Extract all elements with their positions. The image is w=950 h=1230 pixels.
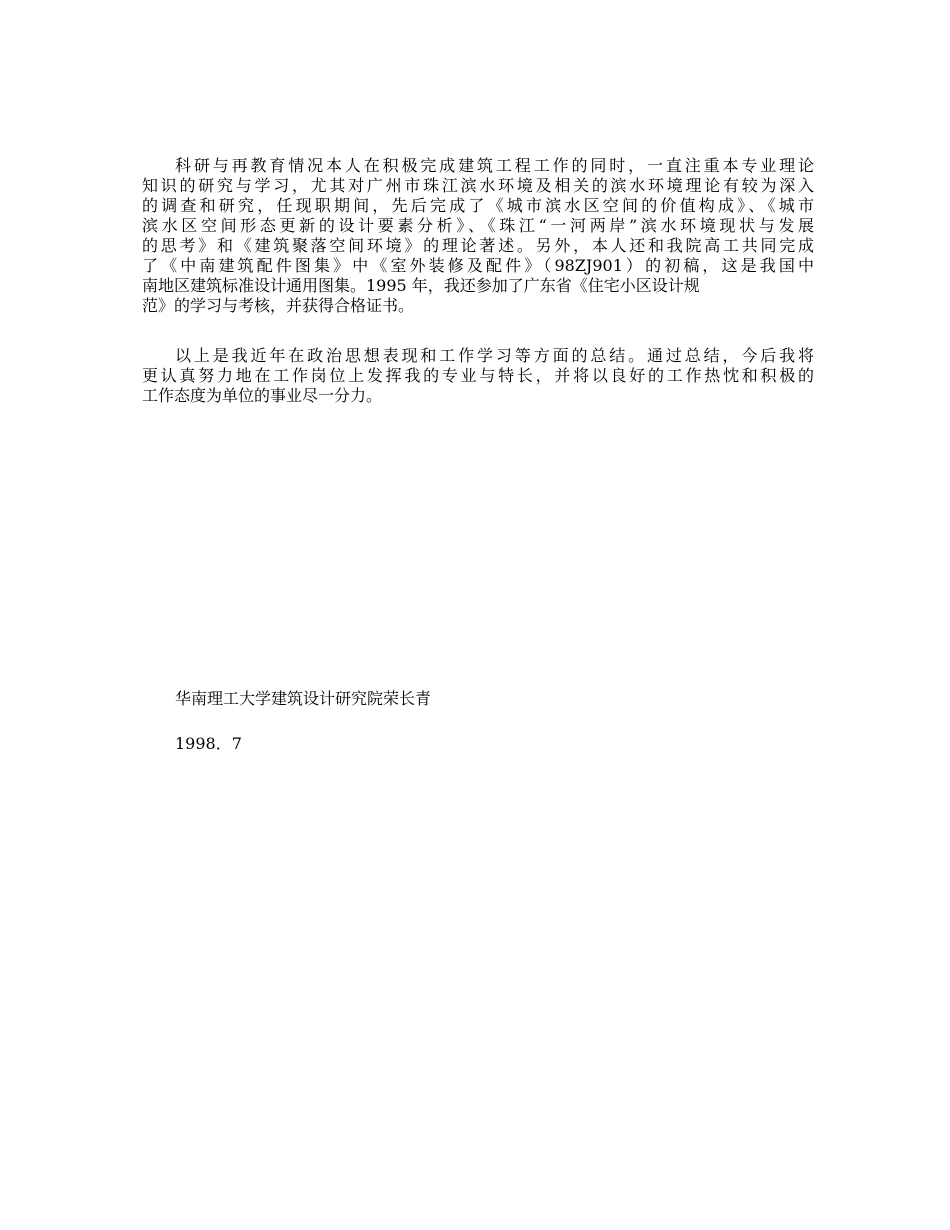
author-signature: 华南理工大学建筑设计研究院荣长青 bbox=[175, 689, 432, 708]
paragraph-line: 了《中南建筑配件图集》中《室外装修及配件》（98ZJ901）的初稿，这是我国中 bbox=[142, 256, 814, 275]
paragraph-line: 科研与再教育情况本人在积极完成建筑工程工作的同时，一直注重本专业理论 bbox=[175, 156, 814, 175]
document-date: 1998．7 bbox=[175, 734, 242, 753]
paragraph-line: 知识的研究与学习，尤其对广州市珠江滨水环境及相关的滨水环境理论有较为深入 bbox=[142, 176, 814, 195]
paragraph-line: 的调查和研究，任现职期间，先后完成了《城市滨水区空间的价值构成》、《城市 bbox=[142, 196, 814, 215]
paragraph-line: 南地区建筑标准设计通用图集。1995 年，我还参加了广东省《住宅小区设计规 bbox=[142, 276, 700, 295]
paragraph-line: 以上是我近年在政治思想表现和工作学习等方面的总结。通过总结，今后我将 bbox=[175, 346, 814, 365]
paragraph-line: 滨水区空间形态更新的设计要素分析》、《珠江“一河两岸”滨水环境现状与发展 bbox=[142, 216, 814, 235]
paragraph-line: 更认真努力地在工作岗位上发挥我的专业与特长，并将以良好的工作热忱和积极的 bbox=[142, 366, 814, 385]
paragraph-line: 的思考》和《建筑聚落空间环境》的理论著述。另外，本人还和我院高工共同完成 bbox=[142, 236, 814, 255]
paragraph-line: 范》的学习与考核，并获得合格证书。 bbox=[142, 296, 415, 315]
paragraph-research-education bbox=[142, 156, 814, 316]
paragraph-line: 工作态度为单位的事业尽一分力。 bbox=[142, 386, 383, 405]
paragraph-summary bbox=[142, 346, 814, 406]
